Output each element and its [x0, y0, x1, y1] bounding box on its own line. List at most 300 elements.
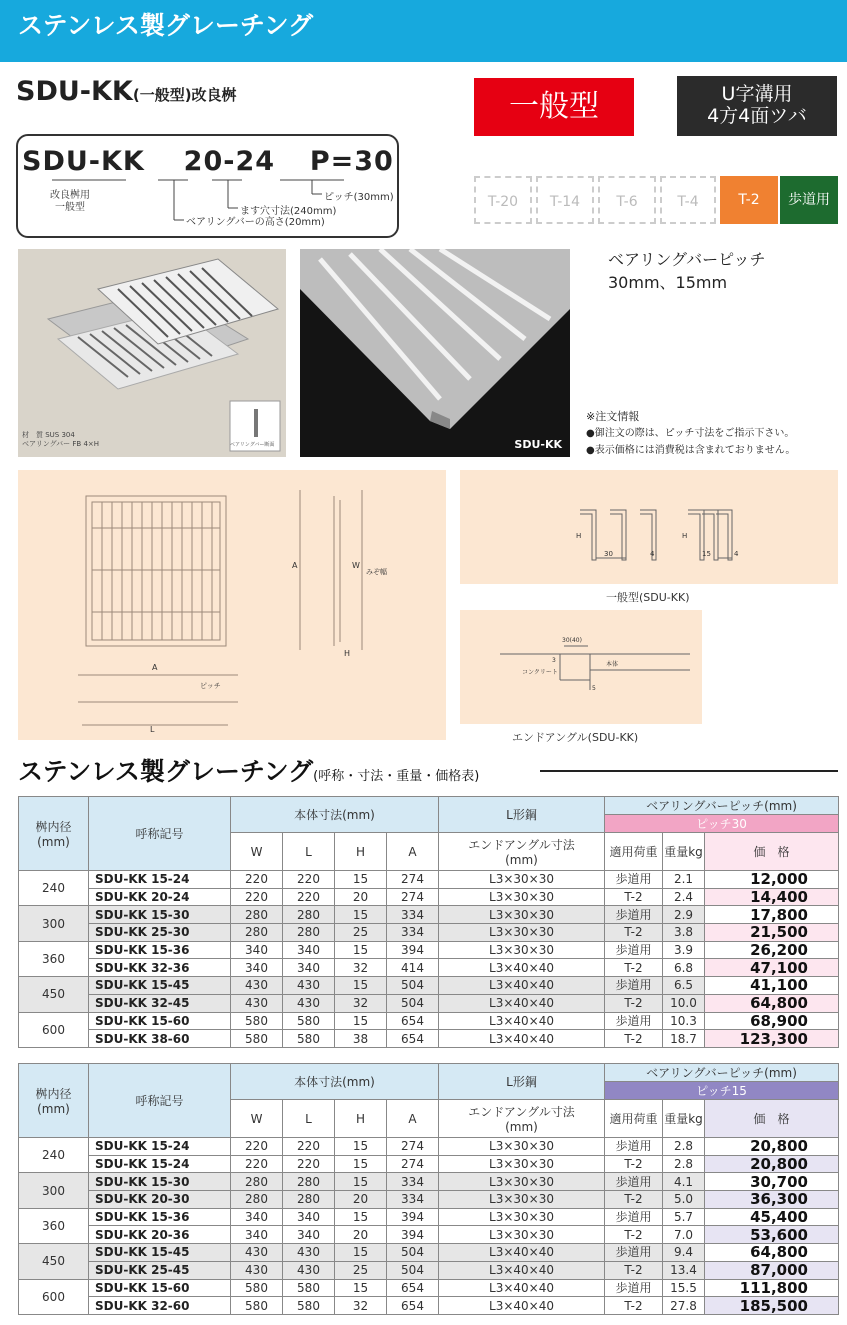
cell-l: 280: [283, 1173, 335, 1191]
cell-w: 280: [231, 1173, 283, 1191]
cell-a: 274: [387, 888, 439, 906]
th-pitch30: ピッチ30: [605, 815, 839, 833]
code-note-model-1: 改良桝用: [50, 190, 90, 201]
cell-w: 280: [231, 1191, 283, 1209]
cell-load: T-2: [605, 959, 663, 977]
cell-l: 580: [283, 1030, 335, 1048]
table-row: [19, 994, 839, 1012]
th-angle: L形鋼: [439, 797, 605, 833]
pitch-label-4a: 4: [650, 550, 655, 558]
cell-code: SDU-KK 15-30: [89, 906, 231, 924]
cell-a: 394: [387, 1208, 439, 1226]
material-spec: [22, 431, 99, 449]
cell-load: T-2: [605, 1191, 663, 1209]
cell-weight: 2.4: [663, 888, 705, 906]
angle-label-3040: 30(40): [562, 637, 582, 644]
drawing-label-h: H: [344, 649, 351, 658]
table-row: [19, 1208, 839, 1226]
usage-line-2: 4方4面ツバ: [707, 105, 807, 127]
cell-h: 15: [335, 871, 387, 889]
dimension-drawing: [18, 470, 446, 740]
table-row: [19, 924, 839, 942]
cell-price: 41,100: [705, 977, 839, 995]
code-note-height: ベアリングバーの高さ(20mm): [186, 217, 325, 228]
cell-code: SDU-KK 32-45: [89, 994, 231, 1012]
th-body-dims: 本体寸法(mm): [231, 797, 439, 833]
cell-h: 15: [335, 1244, 387, 1262]
cell-load: 歩道用: [605, 1012, 663, 1030]
cell-code: SDU-KK 32-36: [89, 959, 231, 977]
code-part1: 20: [183, 146, 224, 177]
cell-size: 240: [19, 1138, 89, 1173]
cell-weight: 2.1: [663, 871, 705, 889]
cell-angle: L3×30×30: [439, 906, 605, 924]
cell-w: 580: [231, 1030, 283, 1048]
cell-weight: 2.8: [663, 1155, 705, 1173]
cell-code: SDU-KK 15-45: [89, 1244, 231, 1262]
cell-w: 340: [231, 941, 283, 959]
cell-price: 12,000: [705, 871, 839, 889]
table-row: [19, 1030, 839, 1048]
cell-angle: L3×30×30: [439, 1173, 605, 1191]
cell-w: 340: [231, 959, 283, 977]
cell-a: 394: [387, 1226, 439, 1244]
th-w: W: [231, 833, 283, 871]
cell-load: T-2: [605, 888, 663, 906]
cell-h: 32: [335, 959, 387, 977]
cell-weight: 3.8: [663, 924, 705, 942]
cell-load: 歩道用: [605, 871, 663, 889]
grating-dimension-svg: [18, 470, 446, 740]
end-angle-svg: [460, 610, 702, 724]
cell-code: SDU-KK 25-45: [89, 1261, 231, 1279]
cell-h: 15: [335, 1173, 387, 1191]
cell-price: 111,800: [705, 1279, 839, 1297]
cell-code: SDU-KK 15-24: [89, 1155, 231, 1173]
th-code: 呼称記号: [89, 797, 231, 871]
th15-angle-dims: エンドアングル寸法 (mm): [439, 1100, 605, 1138]
cell-angle: L3×30×30: [439, 1208, 605, 1226]
cell-code: SDU-KK 25-30: [89, 924, 231, 942]
cell-h: 20: [335, 1191, 387, 1209]
cell-l: 340: [283, 941, 335, 959]
notes-line1: ●御注文の際は、ピッチ寸法をご指示下さい。: [586, 428, 795, 439]
cell-code: SDU-KK 15-60: [89, 1279, 231, 1297]
th15-weight: 重量kg: [663, 1100, 705, 1138]
angle-label-concrete: コンクリート: [522, 669, 558, 676]
cell-angle: L3×40×40: [439, 1261, 605, 1279]
cell-l: 340: [283, 959, 335, 977]
cell-weight: 27.8: [663, 1297, 705, 1315]
cell-w: 580: [231, 1012, 283, 1030]
th15-l: L: [283, 1100, 335, 1138]
drawing-label-pitch: ピッチ: [200, 682, 221, 690]
cell-a: 504: [387, 994, 439, 1012]
cell-weight: 4.1: [663, 1173, 705, 1191]
cell-a: 334: [387, 1191, 439, 1209]
material-value: SUS 304: [45, 431, 75, 439]
cell-w: 430: [231, 1261, 283, 1279]
cell-l: 280: [283, 1191, 335, 1209]
cell-angle: L3×30×30: [439, 1191, 605, 1209]
cell-price: 123,300: [705, 1030, 839, 1048]
cell-price: 20,800: [705, 1138, 839, 1156]
cell-w: 280: [231, 906, 283, 924]
cell-code: SDU-KK 20-30: [89, 1191, 231, 1209]
table-row: [19, 1279, 839, 1297]
section-title: [18, 752, 479, 788]
th-pitch15: ピッチ15: [605, 1082, 839, 1100]
pitch-drawing-svg: [460, 470, 838, 584]
cell-h: 15: [335, 1138, 387, 1156]
cell-size: 240: [19, 871, 89, 906]
cell-a: 274: [387, 1155, 439, 1173]
cell-w: 430: [231, 977, 283, 995]
cell-angle: L3×40×40: [439, 1279, 605, 1297]
th-h: H: [335, 833, 387, 871]
cell-w: 280: [231, 924, 283, 942]
cell-h: 15: [335, 941, 387, 959]
th-load: 適用荷重: [605, 833, 663, 871]
cell-load: T-2: [605, 924, 663, 942]
cell-a: 504: [387, 1244, 439, 1262]
cell-h: 20: [335, 888, 387, 906]
cell-code: SDU-KK 32-60: [89, 1297, 231, 1315]
angle-label-3: 3: [552, 657, 556, 664]
section-subtitle: (呼称・寸法・重量・価格表): [313, 769, 480, 784]
cell-h: 15: [335, 1208, 387, 1226]
cell-a: 274: [387, 1138, 439, 1156]
pitch-info-line2: 30mm、15mm: [608, 273, 728, 292]
cell-w: 220: [231, 888, 283, 906]
cell-w: 220: [231, 1138, 283, 1156]
inset-caption: ベアリングバー断面: [230, 442, 275, 448]
price-table-pitch15: [18, 1063, 839, 1315]
cell-angle: L3×30×30: [439, 1226, 605, 1244]
cell-l: 580: [283, 1279, 335, 1297]
code-part2: 24: [235, 146, 276, 177]
cell-w: 220: [231, 1155, 283, 1173]
cell-price: 21,500: [705, 924, 839, 942]
cell-angle: L3×30×30: [439, 888, 605, 906]
bar-label: ベアリングバー: [22, 440, 71, 448]
section-rule: [540, 770, 838, 772]
cell-size: 360: [19, 941, 89, 976]
cell-price: 64,800: [705, 1244, 839, 1262]
pitch-info-line1: ベアリングバーピッチ: [608, 250, 766, 269]
load-t4: T-4: [660, 176, 716, 224]
cell-l: 430: [283, 1261, 335, 1279]
cell-weight: 6.8: [663, 959, 705, 977]
cell-w: 580: [231, 1279, 283, 1297]
cell-l: 220: [283, 888, 335, 906]
th15-load: 適用荷重: [605, 1100, 663, 1138]
th-l: L: [283, 833, 335, 871]
cell-weight: 6.5: [663, 977, 705, 995]
angle-label-5: 5: [592, 685, 596, 692]
grating-render: [18, 249, 286, 457]
table15-body: [19, 1138, 839, 1315]
cell-weight: 3.9: [663, 941, 705, 959]
th-price: 価 格: [705, 833, 839, 871]
table-row: [19, 1226, 839, 1244]
table-row: [19, 1173, 839, 1191]
cell-price: 68,900: [705, 1012, 839, 1030]
table-row: [19, 941, 839, 959]
th-weight: 重量kg: [663, 833, 705, 871]
product-label: SDU-KK: [514, 438, 562, 451]
cell-a: 334: [387, 906, 439, 924]
table-row: [19, 959, 839, 977]
product-photo-2: [300, 249, 570, 457]
cell-l: 340: [283, 1208, 335, 1226]
cell-w: 340: [231, 1208, 283, 1226]
th-inner-diameter: 桝内径 (mm): [19, 797, 89, 871]
th15-bearing-pitch: ベアリングバーピッチ(mm): [605, 1064, 839, 1082]
cell-l: 430: [283, 977, 335, 995]
cell-a: 654: [387, 1012, 439, 1030]
usage-badge: [677, 76, 837, 136]
pitch-info: [608, 248, 765, 294]
cell-code: SDU-KK 15-45: [89, 977, 231, 995]
cell-size: 300: [19, 1173, 89, 1208]
cell-price: 45,400: [705, 1208, 839, 1226]
pitch-label-30: 30: [604, 550, 613, 558]
cell-h: 25: [335, 1261, 387, 1279]
th15-w: W: [231, 1100, 283, 1138]
cell-load: 歩道用: [605, 1138, 663, 1156]
code-example: [22, 146, 394, 177]
table-row: [19, 977, 839, 995]
cell-size: 600: [19, 1279, 89, 1314]
load-walk: 歩道用: [780, 176, 838, 224]
table-row: [19, 1012, 839, 1030]
cell-angle: L3×30×30: [439, 1155, 605, 1173]
cell-load: 歩道用: [605, 1208, 663, 1226]
cell-w: 340: [231, 1226, 283, 1244]
type-badge: 一般型: [474, 78, 634, 136]
load-t6: T-6: [598, 176, 656, 224]
cell-h: 20: [335, 1226, 387, 1244]
cell-h: 15: [335, 906, 387, 924]
code-note-pitch: ピッチ(30mm): [324, 192, 394, 203]
pitch-label-h2: H: [682, 532, 688, 540]
cell-load: 歩道用: [605, 977, 663, 995]
cell-price: 47,100: [705, 959, 839, 977]
cell-weight: 10.0: [663, 994, 705, 1012]
cell-a: 334: [387, 924, 439, 942]
pitch-label-h1: H: [576, 532, 582, 540]
material-label: 材 質: [22, 431, 43, 439]
cell-price: 17,800: [705, 906, 839, 924]
cell-price: 185,500: [705, 1297, 839, 1315]
cell-l: 430: [283, 1244, 335, 1262]
cell-weight: 10.3: [663, 1012, 705, 1030]
cell-load: T-2: [605, 994, 663, 1012]
th15-a: A: [387, 1100, 439, 1138]
cell-price: 64,800: [705, 994, 839, 1012]
model-name: SDU-KK: [16, 76, 133, 107]
cell-size: 450: [19, 1244, 89, 1279]
notes-title: ※注文情報: [586, 410, 640, 423]
table-row: [19, 906, 839, 924]
th15-code: 呼称記号: [89, 1064, 231, 1138]
pitch-label-15: 15: [702, 550, 711, 558]
cell-load: 歩道用: [605, 1244, 663, 1262]
cell-code: SDU-KK 15-60: [89, 1012, 231, 1030]
cell-h: 25: [335, 924, 387, 942]
cell-weight: 15.5: [663, 1279, 705, 1297]
cell-l: 220: [283, 871, 335, 889]
cell-weight: 13.4: [663, 1261, 705, 1279]
drawing-label-l: L: [150, 725, 155, 734]
table-row: [19, 1261, 839, 1279]
cell-w: 430: [231, 1244, 283, 1262]
model-subtitle: (一般型)改良桝: [132, 86, 237, 104]
cell-angle: L3×30×30: [439, 1138, 605, 1156]
load-t2: T-2: [720, 176, 778, 224]
code-note-model: [50, 190, 90, 214]
cell-weight: 9.4: [663, 1244, 705, 1262]
cell-h: 15: [335, 977, 387, 995]
bar-value: FB 4×H: [72, 440, 100, 448]
cell-a: 504: [387, 1261, 439, 1279]
cell-load: T-2: [605, 1297, 663, 1315]
cell-code: SDU-KK 15-24: [89, 871, 231, 889]
drawing-label-a: A: [292, 561, 298, 570]
drawing-label-a2: A: [152, 663, 158, 672]
table-row: [19, 888, 839, 906]
cell-a: 274: [387, 871, 439, 889]
th-bearing-pitch: ベアリングバーピッチ(mm): [605, 797, 839, 815]
cell-load: T-2: [605, 1030, 663, 1048]
cell-load: 歩道用: [605, 1279, 663, 1297]
end-angle-drawing: [460, 610, 702, 724]
cell-load: T-2: [605, 1155, 663, 1173]
cell-size: 300: [19, 906, 89, 941]
code-note-model-2: 一般型: [55, 202, 85, 213]
table-row: [19, 1244, 839, 1262]
th15-body-dims: 本体寸法(mm): [231, 1064, 439, 1100]
product-photo-1: [18, 249, 286, 457]
cell-load: 歩道用: [605, 941, 663, 959]
cell-a: 654: [387, 1279, 439, 1297]
cell-weight: 5.0: [663, 1191, 705, 1209]
th15-inner-diameter: 桝内径 (mm): [19, 1064, 89, 1138]
caption-general: 一般型(SDU-KK): [606, 591, 690, 604]
cell-code: SDU-KK 15-24: [89, 1138, 231, 1156]
cell-size: 450: [19, 977, 89, 1012]
cell-code: SDU-KK 20-36: [89, 1226, 231, 1244]
cell-h: 32: [335, 994, 387, 1012]
cell-l: 430: [283, 994, 335, 1012]
cell-size: 600: [19, 1012, 89, 1047]
cell-price: 14,400: [705, 888, 839, 906]
cell-h: 15: [335, 1155, 387, 1173]
usage-line-1: U字溝用: [721, 83, 793, 105]
cell-l: 220: [283, 1155, 335, 1173]
cell-a: 414: [387, 959, 439, 977]
th15-h: H: [335, 1100, 387, 1138]
cell-l: 580: [283, 1012, 335, 1030]
section-title-text: ステンレス製グレーチング: [18, 757, 314, 786]
cell-code: SDU-KK 38-60: [89, 1030, 231, 1048]
table-row: [19, 1155, 839, 1173]
cell-load: 歩道用: [605, 1173, 663, 1191]
cell-l: 280: [283, 924, 335, 942]
header-title: ステンレス製グレーチング: [18, 11, 314, 40]
th15-angle: L形鋼: [439, 1064, 605, 1100]
cell-weight: 2.9: [663, 906, 705, 924]
cell-h: 15: [335, 1012, 387, 1030]
cell-price: 20,800: [705, 1155, 839, 1173]
table30-body: [19, 871, 839, 1048]
cell-weight: 2.8: [663, 1138, 705, 1156]
cell-h: 38: [335, 1030, 387, 1048]
drawing-label-mizohaba: みぞ幅: [366, 568, 387, 576]
th15-price: 価 格: [705, 1100, 839, 1138]
drawing-label-w: W: [352, 561, 360, 570]
cell-weight: 7.0: [663, 1226, 705, 1244]
cell-l: 280: [283, 906, 335, 924]
cell-a: 504: [387, 977, 439, 995]
code-note-size: ます穴寸法(240mm): [240, 206, 337, 217]
price-table-pitch30: [18, 796, 839, 1048]
cell-l: 220: [283, 1138, 335, 1156]
table-row: [19, 1297, 839, 1315]
cell-w: 220: [231, 871, 283, 889]
notes-line2: ●表示価格には消費税は含まれておりません。: [586, 445, 796, 456]
load-t20: T-20: [474, 176, 532, 224]
pitch-drawing: [460, 470, 838, 584]
order-notes: [586, 408, 795, 459]
cell-code: SDU-KK 15-30: [89, 1173, 231, 1191]
cell-load: 歩道用: [605, 906, 663, 924]
cell-size: 360: [19, 1208, 89, 1243]
code-model: SDU-KK: [22, 146, 145, 177]
table-row: [19, 871, 839, 889]
cell-l: 340: [283, 1226, 335, 1244]
load-t14: T-14: [536, 176, 594, 224]
cell-angle: L3×40×40: [439, 1244, 605, 1262]
model-title: [16, 76, 237, 107]
cell-w: 430: [231, 994, 283, 1012]
grating-closeup: [300, 249, 570, 457]
cell-angle: L3×40×40: [439, 1297, 605, 1315]
cell-code: SDU-KK 20-24: [89, 888, 231, 906]
cell-h: 15: [335, 1279, 387, 1297]
cell-angle: L3×30×30: [439, 871, 605, 889]
cell-weight: 18.7: [663, 1030, 705, 1048]
cell-weight: 5.7: [663, 1208, 705, 1226]
cell-price: 26,200: [705, 941, 839, 959]
cell-angle: L3×40×40: [439, 1030, 605, 1048]
cell-h: 32: [335, 1297, 387, 1315]
cell-price: 53,600: [705, 1226, 839, 1244]
table-row: [19, 1138, 839, 1156]
cell-w: 580: [231, 1297, 283, 1315]
cell-angle: L3×40×40: [439, 959, 605, 977]
cell-price: 87,000: [705, 1261, 839, 1279]
cell-price: 36,300: [705, 1191, 839, 1209]
th-angle-dims: エンドアングル寸法 (mm): [439, 833, 605, 871]
cell-a: 654: [387, 1030, 439, 1048]
cell-price: 30,700: [705, 1173, 839, 1191]
cell-code: SDU-KK 15-36: [89, 941, 231, 959]
cell-a: 334: [387, 1173, 439, 1191]
cell-angle: L3×40×40: [439, 1012, 605, 1030]
caption-end-angle: エンドアングル(SDU-KK): [512, 731, 639, 744]
